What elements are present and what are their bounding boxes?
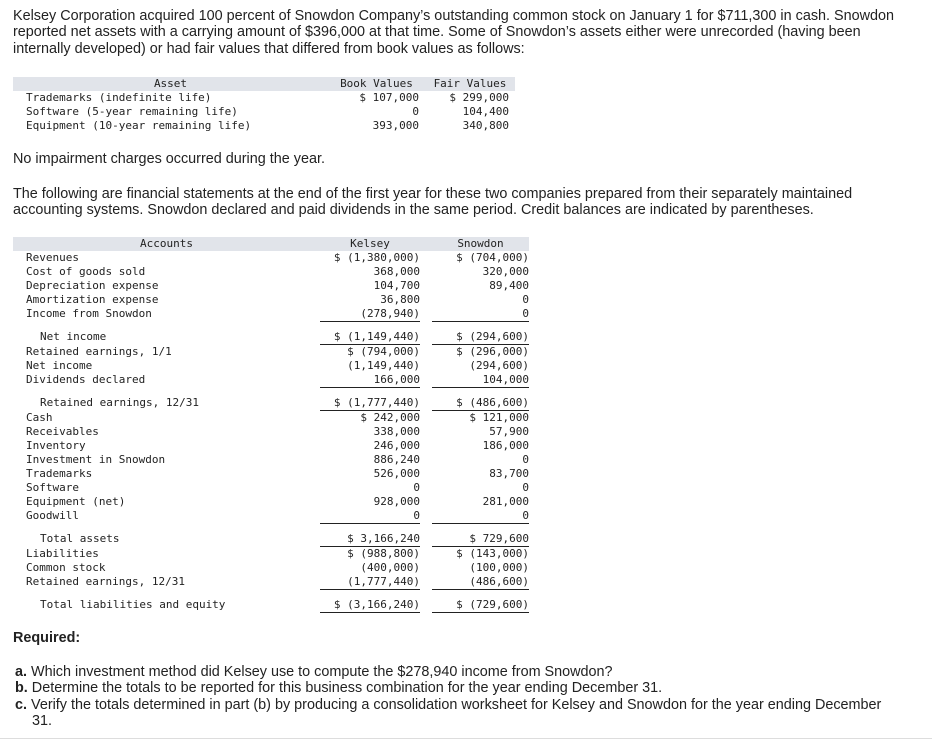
table-row: Retained earnings, 12/31 (1,777,440) (486,600) [26, 575, 529, 588]
question-b: b. Determine the totals to be reported for this business combination for the year ending December 31. [15, 680, 663, 697]
table-row: Software 0 0 [26, 481, 529, 494]
table-row: Goodwill 0 0 [26, 509, 529, 522]
table-row: Investment in Snowdon 886,240 0 [26, 453, 529, 466]
required-list [15, 664, 895, 730]
asset-values-table [13, 77, 515, 133]
table-row: Retained earnings, 1/1 $ (794,000) $ (296,000) [26, 344, 529, 358]
table-row: Common stock (400,000) (100,000) [26, 561, 529, 574]
financial-statements-table [13, 237, 529, 613]
table-row: Trademarks 526,000 83,700 [26, 467, 529, 480]
table-row: Income from Snowdon (278,940) 0 [26, 307, 529, 320]
table-row: Retained earnings, 12/31 $ (1,777,440) $ (486,600) [40, 396, 529, 409]
statements-intro: The following are financial statements at the end of the first year for these two companies prepared from their separately maintained accounting systems. Snowdon declared and paid dividends in the same period. Credit balances are indicated by parentheses. [13, 186, 853, 219]
intro-paragraph: Kelsey Corporation acquired 100 percent of Snowdon Company’s outstanding common stock on January 1 for $711,300 in cash. Snowdon reported net assets with a carrying amount of $396,000 at that time. Some of Snowdon’s assets either were unrecorded (having been internally developed) or had fair values that differed from book values as follows: [13, 8, 895, 57]
required-heading: Required: [13, 630, 81, 646]
question-c: c. Verify the totals determined in part (b) by producing a consolidation worksheet for Kelsey and Snowdon for the year ending December 31. [15, 696, 882, 730]
bottom-divider [0, 738, 932, 739]
accounts-header: Accounts [13, 237, 320, 251]
table-row: Equipment (net) 928,000 281,000 [26, 495, 529, 508]
table-row: Cost of goods sold 368,000 320,000 [26, 265, 529, 278]
question-a: a. Which investment method did Kelsey use to compute the $278,940 income from Snowdon? [15, 664, 613, 680]
table-row: Total liabilities and equity $ (3,166,240) $ (729,600) [40, 598, 529, 611]
snowdon-header: Snowdon [432, 237, 529, 251]
table-row: Amortization expense 36,800 0 [26, 293, 529, 306]
table-row: Revenues $ (1,380,000) $ (704,000) [26, 251, 529, 264]
table-row: Net income $ (1,149,440) $ (294,600) [40, 330, 529, 343]
table-row: Total assets $ 3,166,240 $ 729,600 [40, 532, 529, 545]
table-row: Liabilities $ (988,800) $ (143,000) [26, 546, 529, 560]
impairment-note: No impairment charges occurred during the year. [13, 151, 325, 167]
fair-values-header: Fair Values [425, 77, 515, 91]
asset-row: Trademarks (indefinite life) $ 107,000 $ 299,000 [26, 91, 509, 104]
table-row: Receivables 338,000 57,900 [26, 425, 529, 438]
table-row: Cash $ 242,000 $ 121,000 [26, 410, 529, 424]
table-row: Inventory 246,000 186,000 [26, 439, 529, 452]
asset-row: Equipment (10-year remaining life) 393,000 340,800 [26, 119, 509, 132]
kelsey-header: Kelsey [320, 237, 420, 251]
asset-header: Asset [13, 77, 328, 91]
table-row: Depreciation expense 104,700 89,400 [26, 279, 529, 292]
table-row: Net income (1,149,440) (294,600) [26, 359, 529, 372]
asset-row: Software (5-year remaining life) 0 104,400 [26, 105, 509, 118]
book-values-header: Book Values [328, 77, 425, 91]
table-row: Dividends declared 166,000 104,000 [26, 373, 529, 386]
